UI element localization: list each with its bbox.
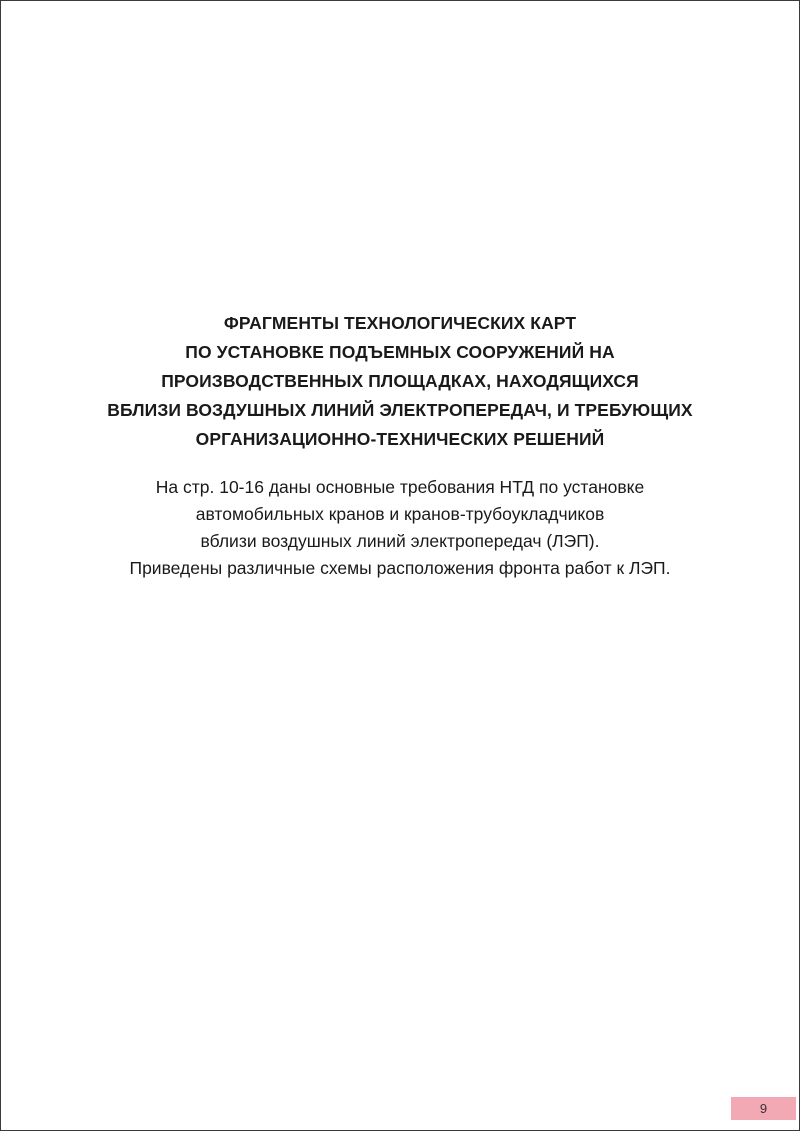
description-line: На стр. 10-16 даны основные требования НТД по установке bbox=[155, 477, 645, 497]
title-line: ВБЛИЗИ ВОЗДУШНЫХ ЛИНИЙ ЭЛЕКТРОПЕРЕДАЧ, И ТРЕБУЮЩИХ bbox=[107, 400, 693, 420]
page-number: 9 bbox=[759, 1101, 768, 1116]
description-line: автомобильных кранов и кранов-трубоукладчиков bbox=[195, 504, 605, 524]
description-line: Приведены различные схемы расположения фронта работ к ЛЭП. bbox=[129, 558, 671, 578]
title-line: ФРАГМЕНТЫ ТЕХНОЛОГИЧЕСКИХ КАРТ bbox=[223, 313, 577, 333]
title-line: ПРОИЗВОДСТВЕННЫХ ПЛОЩАДКАХ, НАХОДЯЩИХСЯ bbox=[161, 371, 639, 391]
title-line: ОРГАНИЗАЦИОННО-ТЕХНИЧЕСКИХ РЕШЕНИЙ bbox=[195, 429, 605, 449]
title-line: ПО УСТАНОВКЕ ПОДЪЕМНЫХ СООРУЖЕНИЙ НА bbox=[185, 342, 615, 362]
description-line: вблизи воздушных линий электропередач (ЛЭП). bbox=[200, 531, 600, 551]
description-paragraph bbox=[0, 474, 800, 582]
section-title bbox=[0, 309, 800, 454]
page-number-badge bbox=[731, 1097, 796, 1120]
